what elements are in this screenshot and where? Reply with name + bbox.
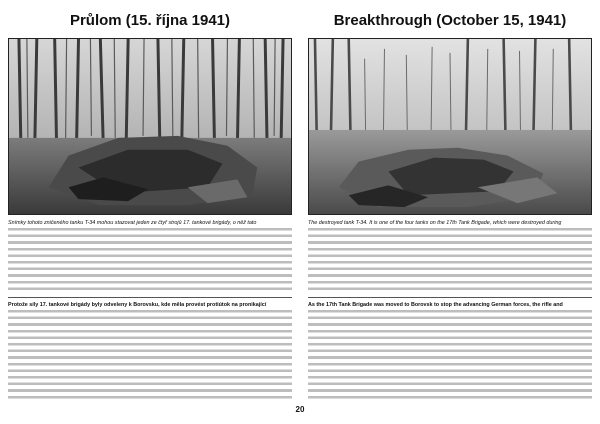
wrecked-tank-photo [309, 39, 591, 214]
czech-body-remainder [8, 310, 292, 402]
english-body-remainder [308, 310, 592, 402]
czech-body [8, 302, 292, 402]
czech-title: Průlom (15. října 1941) [69, 12, 231, 29]
czech-caption [8, 220, 292, 292]
english-column [308, 0, 592, 402]
english-divider [308, 297, 592, 298]
page-number: 20 [295, 405, 305, 414]
english-body-text: As the 17th Tank Brigade was moved to Borovsk to stop the advancing German forces, the rifle and [308, 302, 563, 308]
czech-column [8, 0, 292, 402]
english-photo [308, 38, 592, 215]
czech-body-text: Protože síly 17. tankové brigády byly odveleny k Borovsku, kde měla provést protiútok na pronikající [8, 302, 267, 308]
english-caption-remainder [308, 228, 592, 290]
czech-caption-remainder [8, 228, 292, 290]
english-title: Breakthrough (October 15, 1941) [333, 12, 567, 29]
wrecked-tank-photo [9, 39, 291, 214]
english-caption-text: The destroyed tank T-34. It is one of the four tanks on the 17th Tank Brigade, which were destroyed during [308, 220, 562, 226]
czech-divider [8, 297, 292, 298]
english-body [308, 302, 592, 402]
czech-caption-text: Snímky tohoto zničeného tanku T-34 mohou stazovat jeden ze čtyř strojů 17. tankové brigády, o něž tato [8, 220, 257, 226]
english-caption [308, 220, 592, 292]
czech-photo [8, 38, 292, 215]
